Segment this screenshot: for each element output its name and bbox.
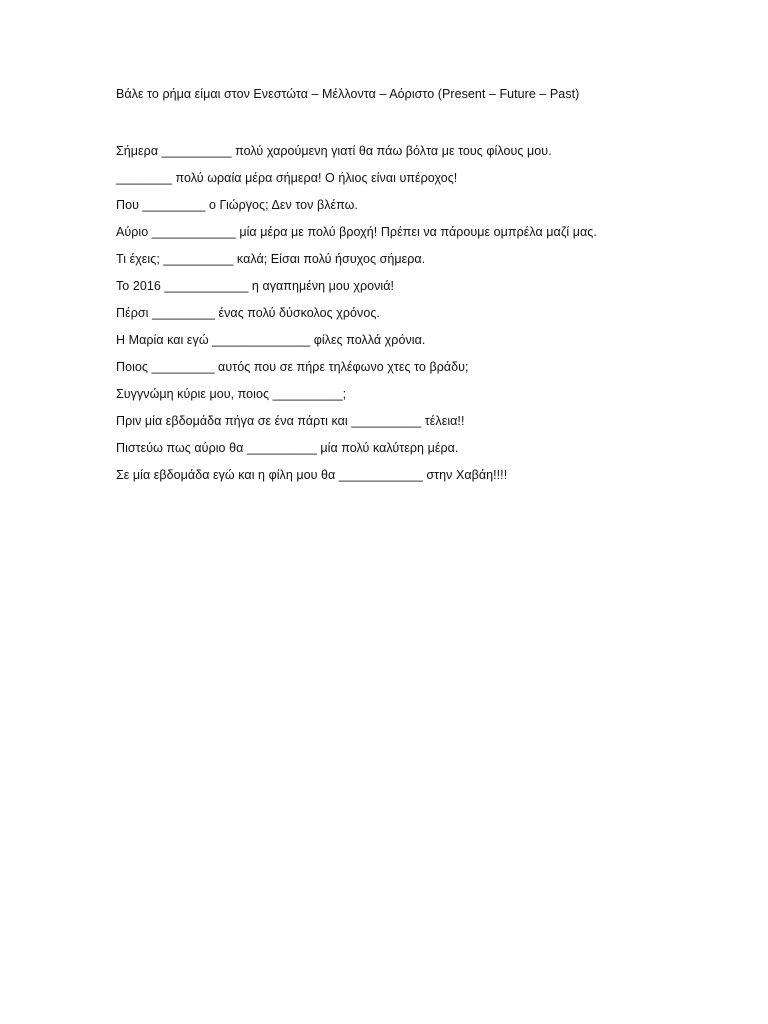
exercise-sentence-8: Η Μαρία και εγώ ______________ φίλες πολλά χρόνια. — [116, 333, 426, 347]
exercise-sentence-6: Το 2016 ____________ η αγαπημένη μου χρονιά! — [116, 279, 395, 293]
exercise-sentence-1: Σήμερα __________ πολύ χαρούμενη γιατί θα πάω βόλτα με τους φίλους μου. — [116, 144, 552, 158]
exercise-instruction: Βάλε το ρήμα είμαι στον Ενεστώτα – Μέλλοντα – Αόριστο (Present – Future – Past) — [116, 87, 580, 101]
exercise-sentence-11: Πριν μία εβδομάδα πήγα σε ένα πάρτι και __________ τέλεια!! — [116, 414, 465, 428]
exercise-sentence-12: Πιστεύω πως αύριο θα __________ μία πολύ καλύτερη μέρα. — [116, 441, 459, 455]
exercise-list — [116, 143, 597, 494]
exercise-sentence-10: Συγγνώμη κύριε μου, ποιος __________; — [116, 387, 347, 401]
exercise-sentence-5: Τι έχεις; __________ καλά; Είσαι πολύ ήσυχος σήμερα. — [116, 252, 426, 266]
exercise-sentence-13: Σε μία εβδομάδα εγώ και η φίλη μου θα ____________ στην Χαβάη!!!! — [116, 468, 508, 482]
exercise-sentence-7: Πέρσι _________ ένας πολύ δύσκολος χρόνος. — [116, 306, 380, 320]
exercise-sentence-3: Που _________ ο Γιώργος; Δεν τον βλέπω. — [116, 198, 358, 212]
exercise-sentence-9: Ποιος _________ αυτός που σε πήρε τηλέφωνο χτες το βράδυ; — [116, 360, 469, 374]
exercise-sentence-4: Αύριο ____________ μία μέρα με πολύ βροχή! Πρέπει να πάρουμε ομπρέλα μαζί μας. — [116, 225, 597, 239]
exercise-sentence-2: ________ πολύ ωραία μέρα σήμερα! Ο ήλιος είναι υπέροχος! — [116, 171, 458, 185]
